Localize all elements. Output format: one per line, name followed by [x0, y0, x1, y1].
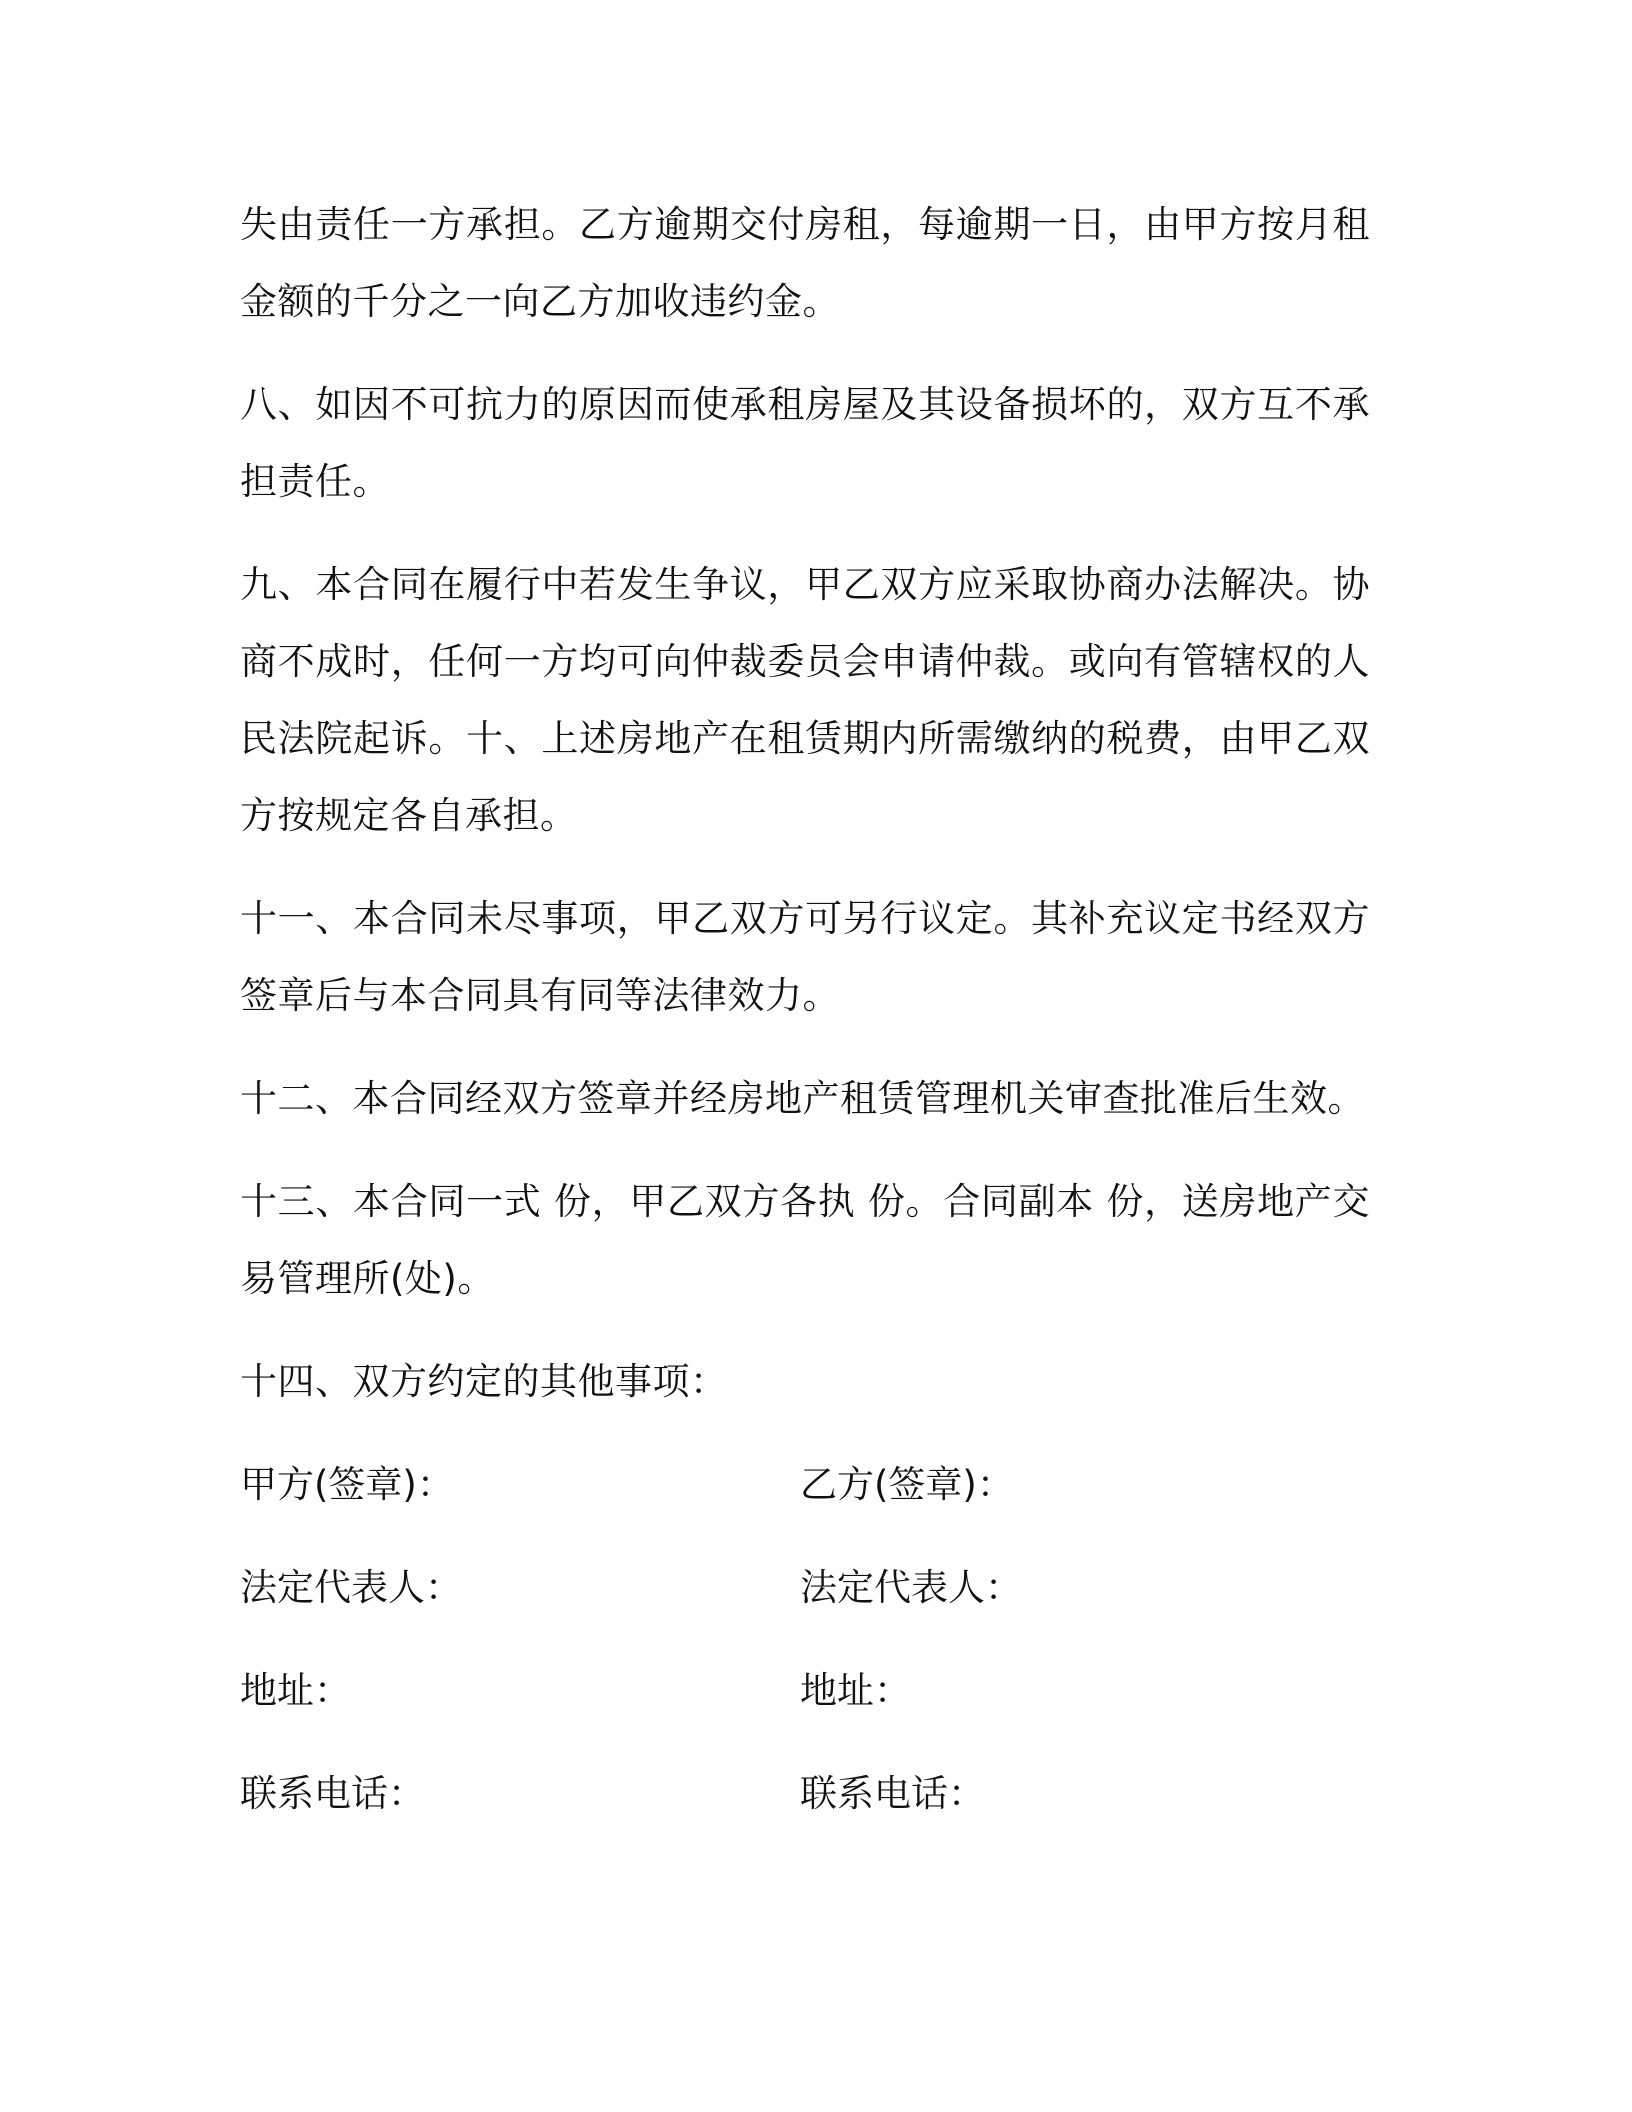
- signature-row-address: [240, 1652, 1370, 1729]
- signature-row-sign: [240, 1446, 1370, 1523]
- signature-row-phone: [240, 1755, 1370, 1832]
- party-a-address-label: 地址：: [240, 1669, 351, 1712]
- paragraph-clause-11: 十一、本合同未尽事项，甲乙双方可另行议定。其补充议定书经双方签章后与本合同具有同等法律效力。: [240, 897, 1370, 1017]
- party-a-phone-label: 联系电话：: [240, 1772, 425, 1815]
- paragraph-clause-12: 十二、本合同经双方签章并经房地产租赁管理机关审查批准后生效。: [240, 1077, 1365, 1120]
- paragraph-clause-13: 十三、本合同一式 份，甲乙双方各执 份。合同副本 份，送房地产交易管理所(处)。: [240, 1180, 1370, 1300]
- paragraph-clause-9-10: 九、本合同在履行中若发生争议，甲乙双方应采取协商办法解决。协商不成时，任何一方均可向仲裁委员会申请仲裁。或向有管辖权的人民法院起诉。十、上述房地产在租赁期内所需缴纳的税费，由甲乙双方按规定各自承担。: [240, 563, 1370, 837]
- paragraph-penalty: 失由责任一方承担。乙方逾期交付房租，每逾期一日，由甲方按月租金额的千分之一向乙方加收违约金。: [240, 203, 1370, 323]
- party-b-sign-label: 乙方(签章)：: [800, 1463, 1014, 1506]
- party-a-rep-label: 法定代表人：: [240, 1566, 462, 1609]
- paragraph-clause-8: 八、如因不可抗力的原因而使承租房屋及其设备损坏的，双方互不承担责任。: [240, 383, 1370, 503]
- document-page: [240, 186, 1370, 1858]
- party-b-address-label: 地址：: [800, 1669, 911, 1712]
- party-b-phone-label: 联系电话：: [800, 1772, 985, 1815]
- party-a-sign-label: 甲方(签章)：: [240, 1463, 454, 1506]
- signature-block: [240, 1446, 1370, 1832]
- party-b-rep-label: 法定代表人：: [800, 1566, 1022, 1609]
- paragraph-clause-14: 十四、双方约定的其他事项：: [240, 1360, 728, 1403]
- signature-row-rep: [240, 1549, 1370, 1626]
